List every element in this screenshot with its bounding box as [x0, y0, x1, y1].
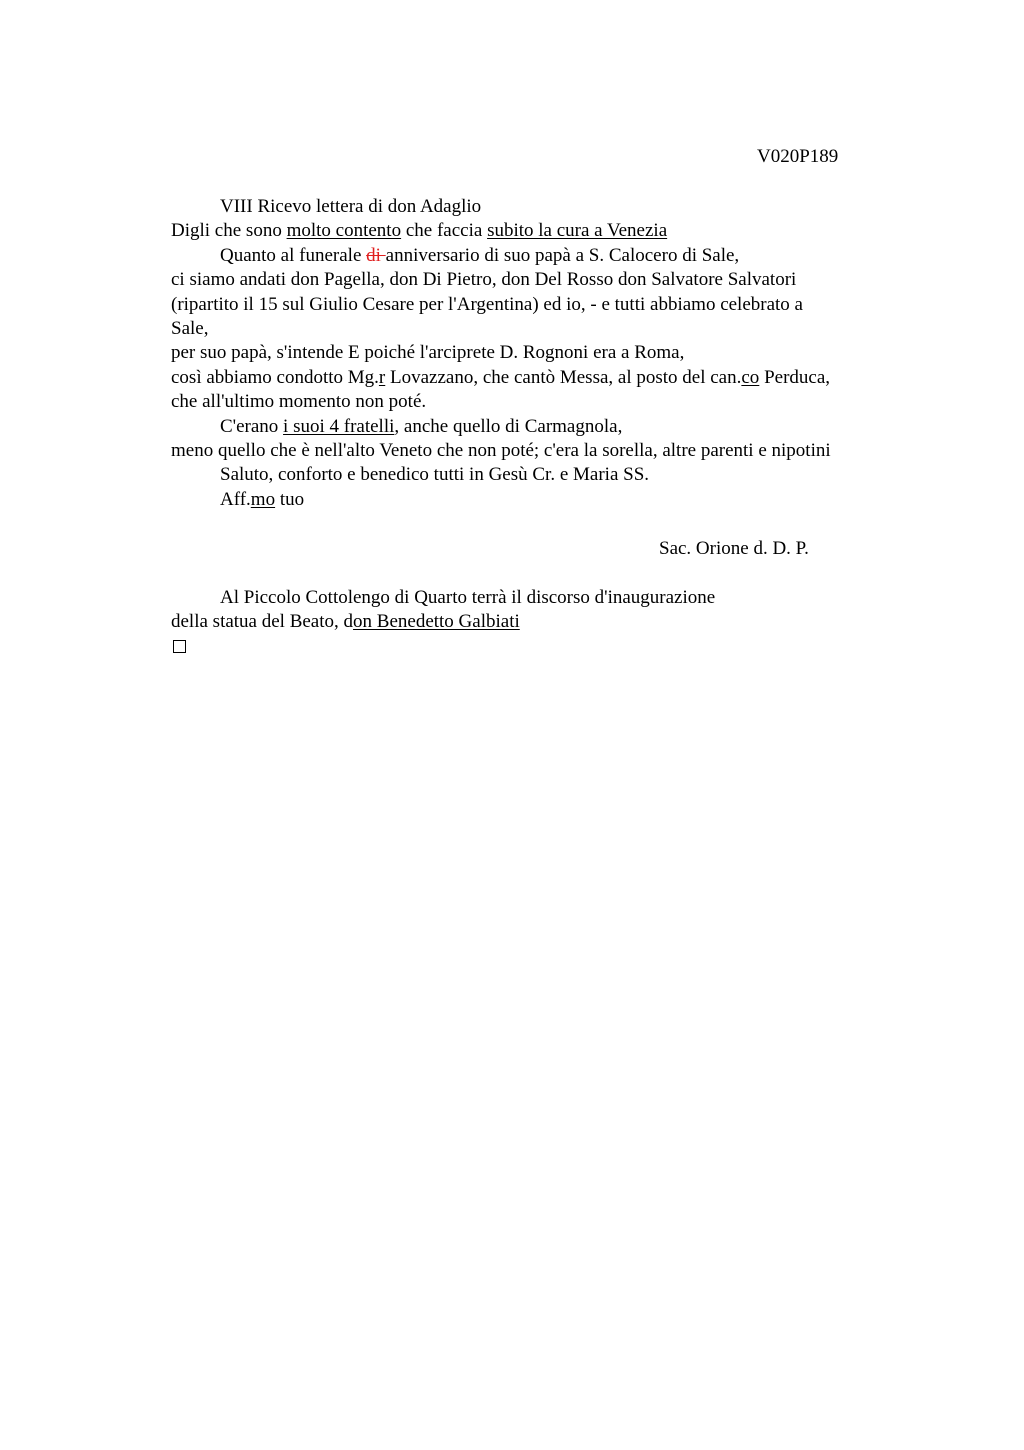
underlined-text: subito la cura a Venezia — [487, 220, 668, 242]
text-span: così abbiamo condotto Mg. — [171, 366, 379, 388]
text-span: della statua del Beato, d — [171, 611, 354, 633]
text-span: , anche quello di Carmagnola, — [394, 415, 623, 437]
text-span: tuo — [275, 488, 305, 510]
letter-line — [171, 415, 901, 439]
letter-line — [171, 219, 901, 243]
underlined-text: i suoi 4 fratelli — [283, 415, 395, 437]
text-span: Aff. — [220, 488, 251, 510]
text-span: Digli che sono — [171, 220, 287, 242]
underlined-text: on Benedetto Galbiati — [353, 611, 520, 633]
text-span: anniversario di suo papà a S. Calocero di Sale, — [385, 244, 740, 266]
underlined-text: r — [378, 366, 386, 388]
letter-line: (ripartito il 15 sul Giulio Cesare per l'Argentina) ed io, - e tutti abbiamo celebrato a — [171, 293, 803, 315]
postscript-line — [171, 610, 901, 634]
postscript-line: Al Piccolo Cottolengo di Quarto terrà il discorso d'inaugurazione — [220, 587, 716, 608]
letter-line: Sale, — [171, 318, 209, 340]
empty-box-glyph — [173, 640, 186, 653]
letter-line: ci siamo andati don Pagella, don Di Pietro, don Del Rosso don Salvatore Salvatori — [171, 269, 797, 291]
text-span: che faccia — [401, 220, 488, 242]
text-span: Perduca, — [759, 366, 831, 388]
text-span: Quanto al funerale — [220, 244, 367, 266]
letter-line: che all'ultimo momento non poté. — [171, 391, 427, 413]
letter-line: meno quello che è nell'alto Veneto che non poté; c'era la sorella, altre parenti e nipotini — [171, 440, 831, 462]
deleted-text: di — [366, 244, 386, 266]
letter-line: per suo papà, s'intende E poiché l'arciprete D. Rognoni era a Roma, — [171, 342, 685, 364]
underlined-text: mo — [250, 488, 276, 510]
text-span: Lovazzano, che cantò Messa, al posto del can. — [385, 366, 742, 388]
underlined-text: co — [741, 366, 760, 388]
letter-line — [171, 366, 901, 390]
signature: Sac. Orione d. D. P. — [659, 538, 809, 559]
underlined-text: molto contento — [286, 220, 402, 242]
letter-line — [171, 244, 901, 268]
letter-body — [171, 195, 901, 512]
postscript — [171, 586, 901, 653]
letter-heading: VIII Ricevo lettera di don Adaglio — [220, 196, 482, 217]
letter-line: Saluto, conforto e benedico tutti in Gesù Cr. e Maria SS. — [220, 464, 650, 486]
page-identifier: V020P189 — [757, 146, 839, 167]
text-span: C'erano — [220, 415, 284, 437]
letter-closing — [171, 488, 901, 512]
